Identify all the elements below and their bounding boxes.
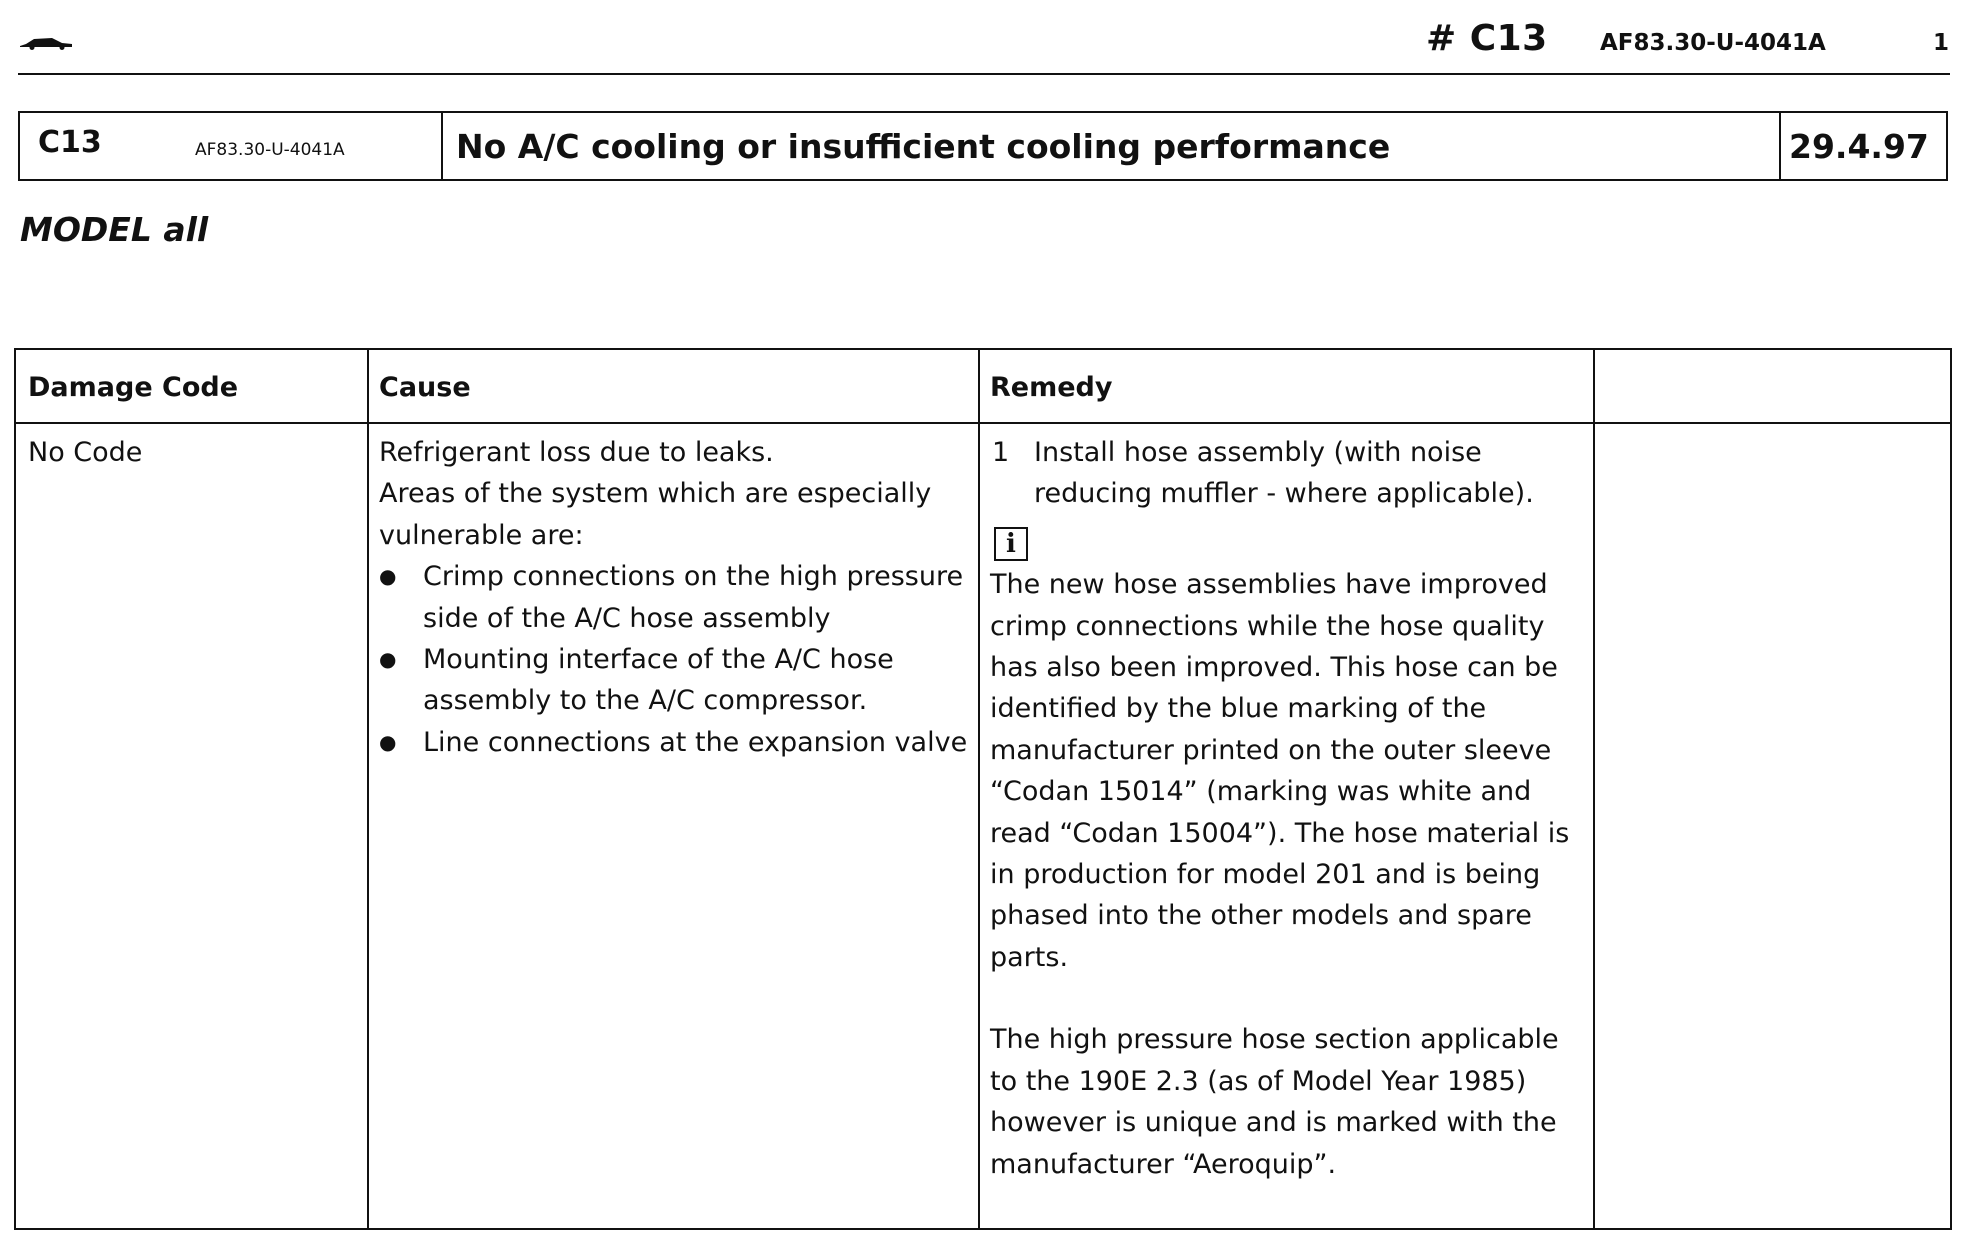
cause-bullet: ● Crimp connections on the high pressure side of the A/C hose assembly bbox=[379, 556, 974, 639]
header-row-divider bbox=[16, 422, 1950, 424]
title-text-cell bbox=[443, 113, 1781, 179]
header-damage-code: Damage Code bbox=[28, 372, 239, 403]
title-code-cell bbox=[20, 113, 443, 179]
car-icon bbox=[18, 36, 74, 50]
cause-line: Refrigerant loss due to leaks. bbox=[379, 437, 774, 468]
model-label: MODEL all bbox=[20, 210, 209, 249]
document-date: 29.4.97 bbox=[1789, 127, 1929, 166]
title-reference: AF83.30-U-4041A bbox=[195, 140, 345, 160]
cause-cell bbox=[379, 432, 974, 763]
diagnosis-table bbox=[14, 348, 1952, 1230]
remedy-step-number: 1 bbox=[992, 437, 1010, 468]
info-icon: i bbox=[994, 527, 1028, 561]
cause-bullet: ● Mounting interface of the A/C hose assembly to the A/C compressor. bbox=[379, 639, 974, 722]
header-divider bbox=[18, 73, 1950, 75]
damage-code-value: No Code bbox=[28, 437, 143, 468]
page-number: 1 bbox=[1933, 30, 1950, 56]
title-date-cell bbox=[1781, 113, 1946, 179]
cause-bullet: ● Line connections at the expansion valve bbox=[379, 722, 974, 763]
column-divider bbox=[978, 350, 980, 1228]
remedy-step bbox=[990, 432, 1590, 515]
remedy-step-text: Install hose assembly (with noise reducing muffler - where applicable). bbox=[1034, 437, 1534, 510]
cause-line: Areas of the system which are especially vulnerable are: bbox=[379, 478, 932, 551]
title-code: C13 bbox=[38, 125, 102, 160]
title-box bbox=[18, 111, 1948, 181]
cause-bullet-list bbox=[379, 556, 974, 763]
remedy-cell bbox=[990, 432, 1590, 1185]
remedy-note: The new hose assemblies have improved crimp connections while the hose quality has also been improved. This hose can be identified by the blue marking of the manufacturer printed on the outer sleeve “Codan 15014” (marking was white and read “Codan 15004”). The hose material is in production for model 201 and is being phased into the other models and spare parts. bbox=[990, 569, 1570, 973]
remedy-note: The high pressure hose section applicable to the 190E 2.3 (as of Model Year 1985) however is unique and is marked with the manufacturer “Aeroquip”. bbox=[990, 1024, 1559, 1180]
column-divider bbox=[367, 350, 369, 1228]
header-reference: AF83.30-U-4041A bbox=[1600, 30, 1826, 56]
header-code: # C13 bbox=[1426, 18, 1548, 59]
column-divider bbox=[1593, 350, 1595, 1228]
document-title: No A/C cooling or insufficient cooling performance bbox=[456, 127, 1391, 166]
header-cause: Cause bbox=[379, 372, 471, 403]
header-remedy: Remedy bbox=[990, 372, 1113, 403]
